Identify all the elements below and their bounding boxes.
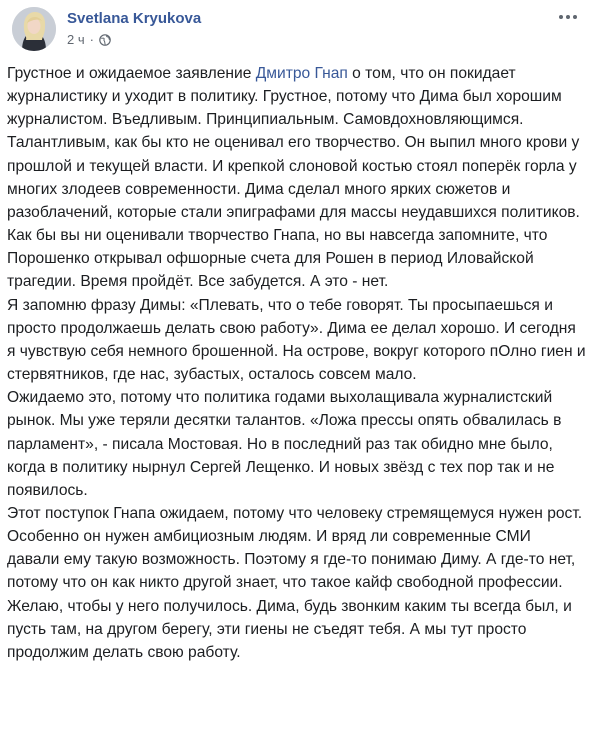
post-paragraph: Как бы вы ни оценивали творчество Гнапа, но вы навсегда запомните, что Порошенко открывал офшорные счета для Рошен в период Иловайской трагедии. Время пройдёт. Все забудется. А это - нет. — [7, 227, 548, 291]
more-options-icon[interactable] — [556, 9, 580, 25]
mention-link[interactable]: Дмитро Гнап — [255, 65, 348, 82]
post-paragraph: Этот поступок Гнапа ожидаем, потому что человеку стремящемуся нужен рост. Особенно он нужен амбициозным людям. И вряд ли современные СМИ давали ему такую возможность. Поэтому я где-то понимаю Диму. А где-то нет, потому что он как никто другой знает, что такое кайф свободной профессии. — [7, 504, 583, 592]
post-paragraph: Ожидаемо это, потому что политика годами выхолащивала журналистский рынок. Мы уже теряли десятки талантов. «Ложа прессы опять обвалилась в парламент», - писала Мостовая. Но в последний раз так обидно мне было, когда в политику нырнул Сергей Лещенко. И новых звёзд с тех пор так и не появилось. — [7, 389, 562, 499]
post-meta — [67, 32, 111, 47]
post-body — [7, 62, 587, 664]
post-timestamp[interactable]: 2 ч — [67, 32, 85, 47]
post-header — [12, 7, 582, 55]
globe-icon — [99, 34, 111, 46]
avatar-photo — [12, 7, 56, 51]
post-paragraph: Я запомню фразу Димы: «Плевать, что о тебе говорят. Ты просыпаешься и просто продолжаешь делать свою работу». Дима ее делал хорошо. И сегодня я чувствую себя немного брошенной. На острове, вокруг которого пОлно гиен и стервятников, где нас, зубастых, осталось совсем мало. — [7, 296, 586, 384]
meta-separator: · — [89, 32, 94, 47]
post-paragraph: Желаю, чтобы у него получилось. Дима, будь звонким каким ты всегда был, и пусть там, на другом берегу, эти гиены не съедят тебя. А мы тут просто продолжим делать свою работу. — [7, 597, 572, 661]
avatar[interactable] — [12, 7, 56, 51]
post-paragraph: Грустное и ожидаемое заявление Дмитро Гнап о том, что он покидает журналистику и уходит в политику. Грустное, потому что Дима был хорошим журналистом. Въедливым. Принципиальным. Самовдохновляющимся. Талантливым, как бы кто не оценивал его творчество. Он выпил много крови у прошлой и текущей власти. И крепкой слоновой костью стоял поперёк горла у многих злодеев современности. Дима сделал много ярких сюжетов и разоблачений, которые стали эпиграфами для массы неудавшихся политиков. — [7, 65, 580, 221]
author-name[interactable]: Svetlana Kryukova — [67, 10, 202, 27]
